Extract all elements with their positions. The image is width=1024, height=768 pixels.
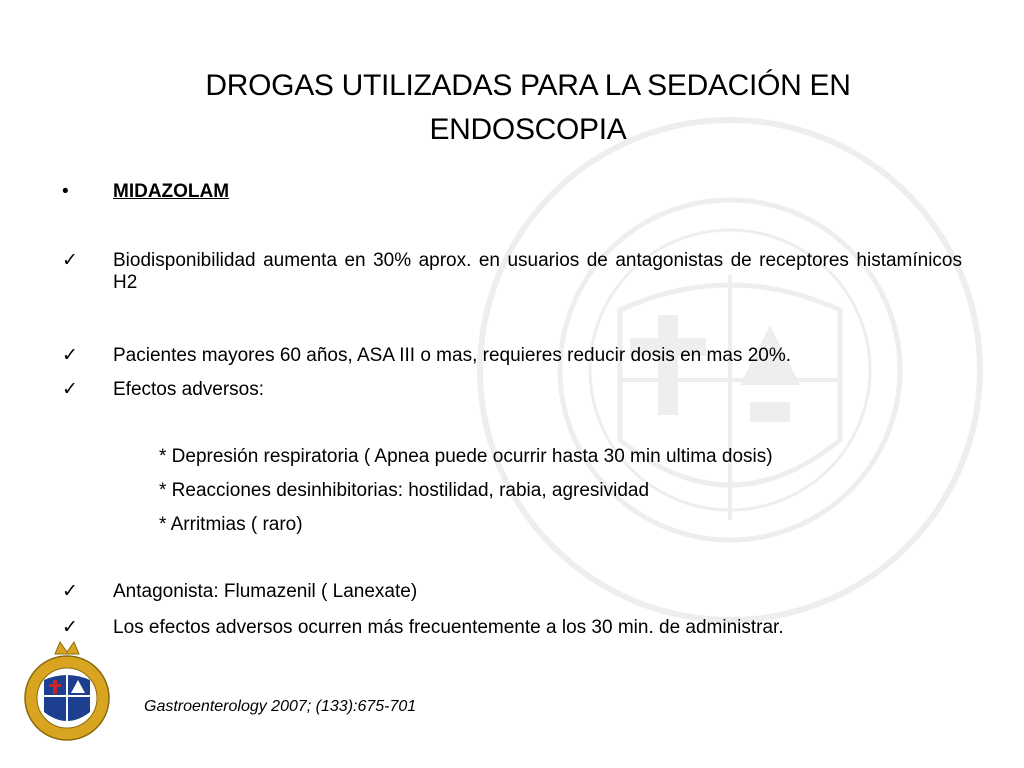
sub-list-item-text: * Depresión respiratoria ( Apnea puede ocurrir hasta 30 min ultima dosis) — [159, 446, 773, 467]
sub-list-item-text: * Arritmias ( raro) — [159, 514, 303, 535]
list-item-text: Antagonista: Flumazenil ( Lanexate) — [113, 581, 418, 602]
citation: Gastroenterology 2007; (133):675-701 — [144, 698, 417, 715]
bullet-icon: • — [62, 181, 69, 202]
sub-list-item-text: * Reacciones desinhibitorias: hostilidad, rabia, agresividad — [159, 480, 650, 501]
slide-title — [100, 64, 956, 152]
list-item-text: Pacientes mayores 60 años, ASA III o mas, requieres reducir dosis en mas 20%. — [113, 345, 792, 366]
university-crest-logo — [22, 640, 112, 750]
checkmark-icon: ✓ — [62, 345, 78, 366]
list-item-text: Efectos adversos: — [113, 379, 265, 400]
slide-title-line-1: DROGAS UTILIZADAS PARA LA SEDACIÓN EN — [205, 69, 851, 102]
drug-heading: MIDAZOLAM — [113, 181, 230, 202]
list-item-text: Biodisponibilidad aumenta en 30% aprox. en usuarios de antagonistas de receptores histamínicos H2 — [113, 250, 962, 293]
checkmark-icon: ✓ — [62, 250, 78, 271]
checkmark-icon: ✓ — [62, 581, 78, 602]
checkmark-icon: ✓ — [62, 379, 78, 400]
list-item-text: Los efectos adversos ocurren más frecuentemente a los 30 min. de administrar. — [113, 617, 784, 638]
checkmark-icon: ✓ — [62, 617, 78, 638]
slide-title-line-2: ENDOSCOPIA — [429, 113, 627, 146]
